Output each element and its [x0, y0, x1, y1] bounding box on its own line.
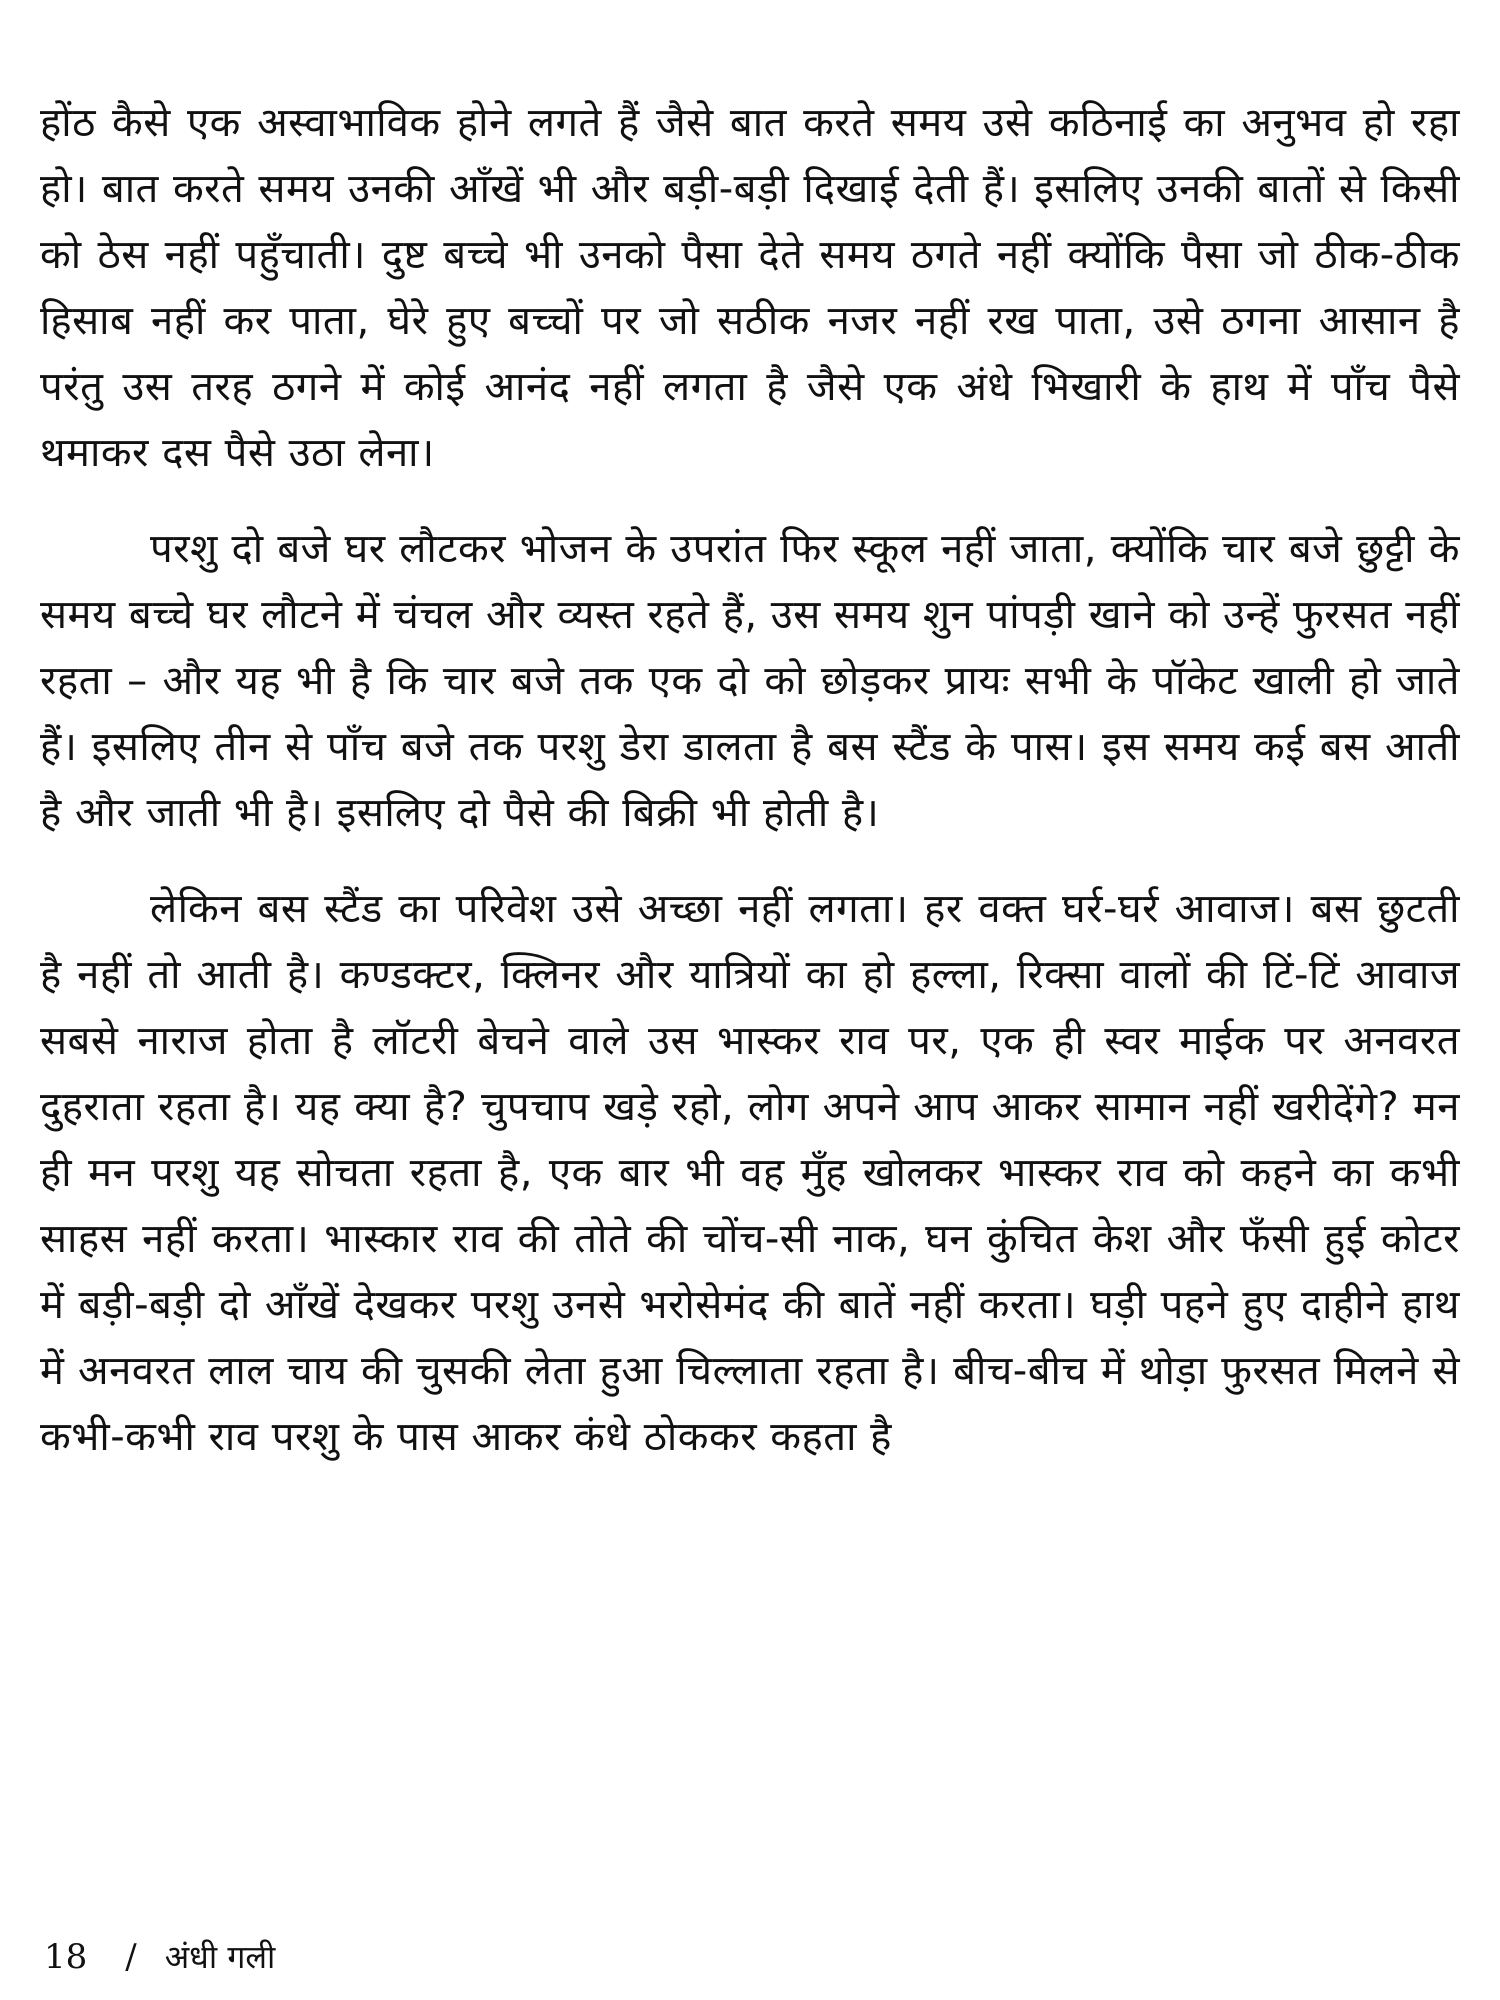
- footer-separator: /: [125, 1937, 137, 1977]
- page-number: 18: [44, 1937, 88, 1977]
- book-title: अंधी गली: [164, 1938, 276, 1976]
- paragraph-3: लेकिन बस स्टैंड का परिवेश उसे अच्छा नहीं लगता। हर वक्त घर्र-घर्र आवाज। बस छुटती है नहीं तो आती है। कण्डक्टर, क्लिनर और यात्रियों का हो हल्ला, रिक्सा वालों की टिं-टिं आवाज सबसे नाराज होता है लॉटरी बेचने वाले उस भास्कर राव पर, एक ही स्वर माईक पर अनवरत दुहराता रहता है। यह क्या है? चुपचाप खड़े रहो, लोग अपने आप आकर सामान नहीं खरीदेंगे? मन ही मन परशु यह सोचता रहता है, एक बार भी वह मुँह खोलकर भास्कर राव को कहने का कभी साहस नहीं करता। भास्कार राव की तोते की चोंच-सी नाक, घन कुंचित केश और फँसी हुई कोटर में बड़ी-बड़ी दो आँखें देखकर परशु उनसे भरोसेमंद की बातें नहीं करता। घड़ी पहने हुए दाहीने हाथ में अनवरत लाल चाय की चुसकी लेता हुआ चिल्लाता रहता है। बीच-बीच में थोड़ा फुरसत मिलने से कभी-कभी राव परशु के पास आकर कंधे ठोककर कहता है: [40, 886, 1460, 1460]
- page-body: [40, 90, 1460, 1470]
- paragraph-2: परशु दो बजे घर लौटकर भोजन के उपरांत फिर स्कूल नहीं जाता, क्योंकि चार बजे छुट्टी के समय बच्चे घर लौटने में चंचल और व्यस्त रहते हैं, उस समय शुन पांपड़ी खाने को उन्हें फुरसत नहीं रहता – और यह भी है कि चार बजे तक एक दो को छोड़कर प्रायः सभी के पॉकेट खाली हो जाते हैं। इसलिए तीन से पाँच बजे तक परशु डेरा डालता है बस स्टैंड के पास। इस समय कई बस आती है और जाती भी है। इसलिए दो पैसे की बिक्री भी होती है।: [40, 526, 1460, 836]
- page-footer: [44, 1935, 275, 1978]
- paragraph-1: होंठ कैसे एक अस्वाभाविक होने लगते हैं जैसे बात करते समय उसे कठिनाई का अनुभव हो रहा हो। बात करते समय उनकी आँखें भी और बड़ी-बड़ी दिखाई देती हैं। इसलिए उनकी बातों से किसी को ठेस नहीं पहुँचाती। दुष्ट बच्चे भी उनको पैसा देते समय ठगते नहीं क्योंकि पैसा जो ठीक-ठीक हिसाब नहीं कर पाता, घेरे हुए बच्चों पर जो सठीक नजर नहीं रख पाता, उसे ठगना आसान है परंतु उस तरह ठगने में कोई आनंद नहीं लगता है जैसे एक अंधे भिखारी के हाथ में पाँच पैसे थमाकर दस पैसे उठा लेना।: [40, 100, 1460, 476]
